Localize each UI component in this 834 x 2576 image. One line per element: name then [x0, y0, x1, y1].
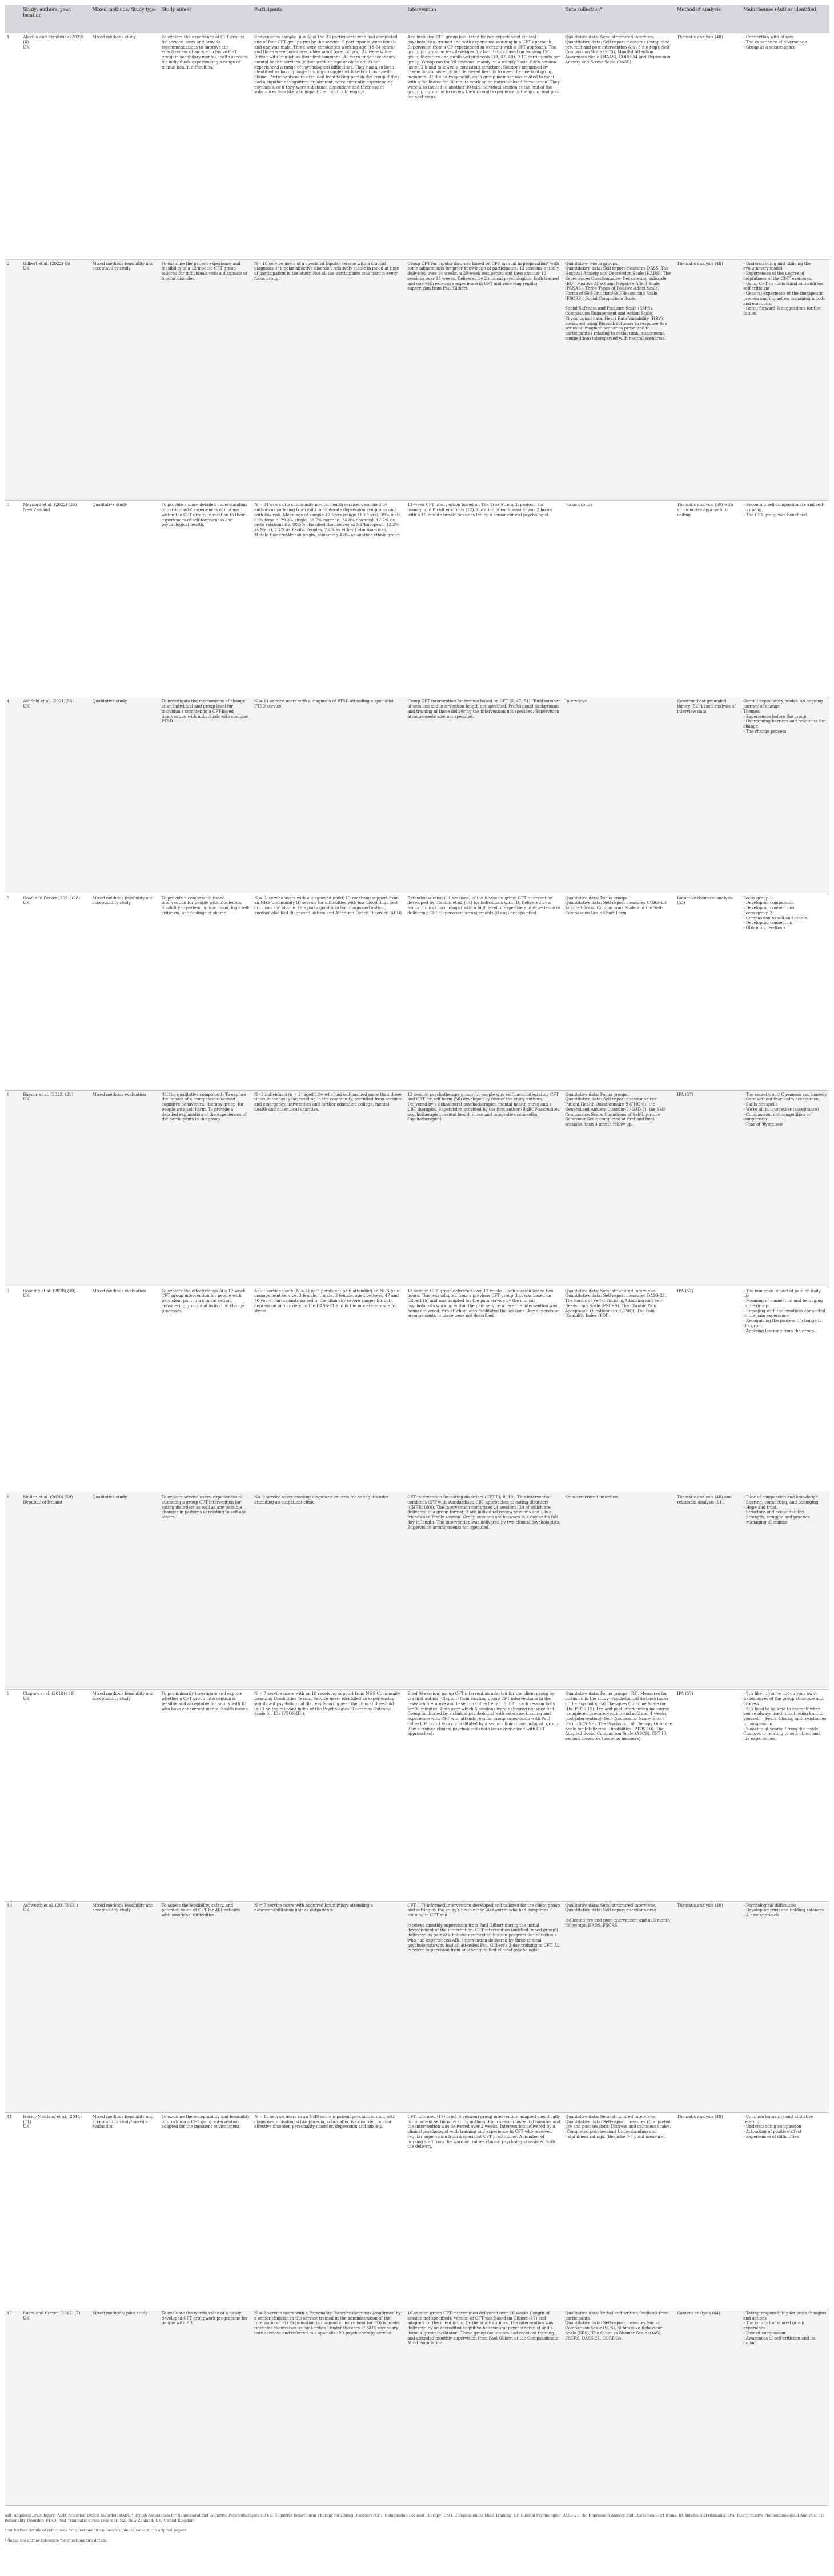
cell-participants: N = 6, service users with a diagnosed (mild) ID receiving support from an NHS Community ID service for difficulties with low mood, high self-criticism and shame. One participant also had diagnosed autism, another also had diagnosed autism and Attention-Deficit Disorder (ADD).: [252, 894, 405, 1090]
cell-participants: N = 13 service users in an NHS acute inpatient psychiatric unit, with diagnoses including schizophrenia, schizoaffective disorder, bipolar affective disorder, personality disorder, depression and anxiety.: [252, 2112, 405, 2309]
cell-method: Thematic analysis (48) and relational analysis (61).: [675, 1493, 741, 1690]
cell-participants: N = 7 service users with acquired brain injury attending a neurorehabilitation unit as outpatients.: [252, 1901, 405, 2112]
cell-study: Maynard et al. (2022) (35) New Zealand: [21, 501, 90, 697]
cell-aims: To provide a compassion based intervention for people with intellectual disability experiencing low mood, high self-criticism, and feelings of shame: [159, 894, 252, 1090]
cell-design: Mixed methods feasibility and acceptability study/ service evaluation: [90, 2112, 159, 2309]
table-row: [5, 1690, 829, 1901]
cell-method: Thematic analysis (50) with an inductive approach to coding: [675, 501, 741, 697]
cell-method: Thematic analysis (48): [675, 1901, 741, 2112]
cell-number: 5: [5, 894, 21, 1090]
cell-themes: - Connection with others - The experience of diverse age - Group as a secure space: [741, 33, 829, 259]
cell-themes: - The secret's out! Openness and honesty - Care without fear: calm acceptance; - Skills not spells - We're all in it together (acceptance) - Compassion, not competition or comparison - Fear of 'flying solo': [741, 1090, 829, 1287]
header-design: Mixed methods/ Study type: [90, 5, 159, 33]
cell-study: Gooding et al. (2020) (30) UK: [21, 1287, 90, 1493]
cell-number: 7: [5, 1287, 21, 1493]
cell-intervention: Brief (6-session) group CFT intervention adapted for the client group by the first author (Clapton) from existing group CFT interventions in the research literature and based on Gilbert et al. (5, 62). Each session lasts for 90 minutes. Time over which 6 sessions were delivered not specified. Group facilitated by a clinical psychologist with extensive training and experience with CFT who attends regular group supervision with Paul Gilbert. Group 1 was co-facilitated by a senior clinical psychologist, group 2 by a trainee clinical psychologist (both less experienced with CFT approaches).: [405, 1690, 563, 1901]
cell-study: Raynor et al. (2022) (29) UK: [21, 1090, 90, 1287]
table-row: [5, 894, 829, 1090]
cell-data-collection: Qualitative- Focus groups. Quantitative data: Self-report measures DASS, The Hospital Anxiety and Depression Scale (HADS), The Experiences Questionnaire- Decentering subscale (EQ), Positive Affect and Negative Affect Scale (PANAS), Three Types of Positive Affect Scale, Forms of Self-Criticism/Self-Reassuring Scale (FSCRS), Social Comparison Scale, Social Safeness and Pleasure Scale (SSPS), Compassion Engagement and Action Scale. Physiological data: Heart Rate Variability (HRV), measured using Biopack software in response to a series of imagined scenarios presented to participants ( relating to social rank, attachment, competition) interspersed with neutral scenarios.: [563, 259, 675, 501]
cell-number: 8: [5, 1493, 21, 1690]
cell-method: Thematic analysis (48): [675, 2112, 741, 2309]
cell-data-collection: Qualitative data: Focus groups. Quantitative data: Self-report questionnaires: Patient Health Questionnaire-9 (PHQ-9), the Generalised Anxiety Disorder-7 (GAD-7), the Self-Compassion Scale, Cognitions of Self-Injurious Behaviour Scale completed at first and final sessions, then 3 month follow up.: [563, 1090, 675, 1287]
cell-participants: Adult service users (N = 4) with persistent pain attending an NHS pain management service. 3 female, 1 male, 3 female, aged between 47 and 76 years. Participants scored in the clinically severe ranges for both depression and anxiety on the DASS-21 and in the moderate range for stress.: [252, 1287, 405, 1493]
cell-number: 11: [5, 2112, 21, 2309]
cell-intervention: 16-session group CFT intervention delivered over 16 weeks (length of session not specified). Version of CFT was based on Gilbert (17) and adapted for the client group by the study authors. The intervention was delivered by an accredited cognitive-behavioural psychotherapist and a 'band 4 group facilitator'. These group facilitators had received training and attended monthly supervision from Paul Gilbert at the Compassionate Mind Foundation.: [405, 2309, 563, 2505]
cell-method: Thematic analysis (48): [675, 33, 741, 259]
cell-design: Mixed methods study: [90, 33, 159, 259]
cell-data-collection: Qualitative data: Focus groups. Quantitative data: Self-report measures CORE-LD, Adapted Social Comparisons Scale and the Self-Compassion Scale-Short Form: [563, 894, 675, 1090]
table-row: [5, 1493, 829, 1690]
header-themes: Main themes (Author identified): [741, 5, 829, 33]
header-number: [5, 5, 21, 33]
cell-themes: - Psychological difficulties - Developing trust and fielding safeness - A new approach: [741, 1901, 829, 2112]
cell-aims: To assess the feasibility, safety, and potential value of CFT for ABI patients with emotional difficulties.: [159, 1901, 252, 2112]
cell-study: Gilbert et al. (2022) (5) UK: [21, 259, 90, 501]
cell-themes: - Becoming self-compassionate and self-forgiving. - The CFT group was beneficial.: [741, 501, 829, 697]
cell-design: Mixed methods feasibility and acceptability study: [90, 1901, 159, 2112]
cell-method: Thematic analysis (48): [675, 259, 741, 501]
cell-participants: N = 8 service users with a Personality Disorder diagnosis (confirmed by a senior clinician in the service trained in the administration of the International PD Examination (a diagnostic instrument for PD) who also regarded themselves as 'self-critical' under the care of NHS secondary care services and referred to a specialist PD psychotherapy service.: [252, 2309, 405, 2505]
cell-study: Ashworth et al. (2015) (31) UK: [21, 1901, 90, 2112]
cell-intervention: CFT (17)-informed intervention developed and tailored for the client group and setting by the study's first author (Ashworth) who had completed training in CFT and received monthly supervision from Paul Gilbert during the initial development of the intervention. CFT intervention (entitled 'mood group') delivered as part of a holistic neurorehabilitation program for individuals who had experienced ABI. Intervention delivered by three clinical psychologists who had all attended Paul Gilbert's 3-day training in CFT. All received supervision from another qualified clinical psychologist.: [405, 1901, 563, 2112]
cell-number: 2: [5, 259, 21, 501]
cell-aims: To explore the effectiveness of a 12-week CFT group intervention for people with persistent pain in a clinical setting considering group and individual change processes.: [159, 1287, 252, 1493]
cell-data-collection: Qualitative data: Semi-structured interviews. Quantitative data: Self-report questionnaires (collected pre and post-intervention and at 3 month follow-up): HADS, FSCRS.: [563, 1901, 675, 2112]
cell-data-collection: Qualitative data: Semi-structured interviews. Quantitative data: Self-report measures DASS-21, The Forms of Self-Criticising/Attacking and Self-Reassuring Scale (FSCRS), The Chronic Pain Acceptance Questionnaire (CPAQ), The Pain Disability Index (PDI).: [563, 1287, 675, 1493]
cell-data-collection: Focus groups: [563, 501, 675, 697]
cell-method: IPA (57): [675, 1090, 741, 1287]
cell-participants: N=3 individuals (n = 3) aged 18+ who had self-harmed more than three times in the last year, residing in the community, recruited from accident and emergency, universities and further education college, mental health and other local charities.: [252, 1090, 405, 1287]
table-footnotes: [5, 2508, 829, 2548]
cell-design: Mixed methods feasibility and acceptability study: [90, 894, 159, 1090]
cell-aims: To evaluate the worth/ value of a newly developed CFT groupwork programme for people with PD.: [159, 2309, 252, 2505]
cell-study: Heriot-Maitland et al. (2014) (11) UK: [21, 2112, 90, 2309]
cell-method: Inductive thematic analysis (53): [675, 894, 741, 1090]
cell-study: Ashfield et al. (2021)(36) UK: [21, 697, 90, 894]
header-method: Method of analysis: [675, 5, 741, 33]
table-row: [5, 1287, 829, 1493]
cell-data-collection: Qualitative data: Semi-structured interviews. Quantitative data: Self-report measures (Completed pre and post session): Distress and calmness scales, (Completed post-session) Understanding and helpfulness ratings. (Bespoke 0-6 point measure).: [563, 2112, 675, 2309]
cell-intervention: CFT informed (17) brief (4 session) group intervention adapted specifically for inpatient settings by study authors. Each session lasted 60 minutes and the intervention was delivered over 2 weeks. Intervention delivered by a clinical psychologist with training and experience in CFT who received regular supervision from a specialist CFT practitioner. A number of nursing staff from the ward or trainee clinical psychologist assisted with the delivery.: [405, 2112, 563, 2309]
cell-design: Qualitative study: [90, 697, 159, 894]
table-header-row: [5, 5, 829, 33]
table-body: [5, 33, 829, 2506]
cell-method: IPA (57): [675, 1690, 741, 1901]
cell-themes: Focus group 1: - Developing compassion - Developing connections Focus group 2: - Compassion to self and others - Developing connection - Obtaining feedback: [741, 894, 829, 1090]
header-participants: Participants: [252, 5, 405, 33]
cell-aims: To examine the patient experience and feasibility of a 12 module CFT group tailored for individuals with a diagnosis of bipolar disorder.: [159, 259, 252, 501]
cell-design: Qualitative study: [90, 501, 159, 697]
cell-data-collection: Interviews: [563, 697, 675, 894]
cell-aims: (Of the qualitative component) To explore the impact of a 'compassion-focused cognitive behavioural therapy group' for people with self harm. To provide a detailed explanation of the experiences of the participants in the group.: [159, 1090, 252, 1287]
table-row: [5, 259, 829, 501]
cell-study: Mullen et al. (2020) (59) Republic of Ireland: [21, 1493, 90, 1690]
cell-aims: To examine the acceptability and feasibility of providing a CFT group intervention adapted for the inpatient environment.: [159, 2112, 252, 2309]
footnote-references: *For further details of references for questionnaire measures, please consult the original papers.: [5, 2528, 188, 2533]
header-study: Study: authors, year, location: [21, 5, 90, 33]
cell-study: Clapton et al. (2018) (14) UK: [21, 1690, 90, 1901]
cell-number: 6: [5, 1090, 21, 1287]
table-row: [5, 2112, 829, 2309]
footnote-abbreviations: ABI, Acquired Brain Injury; ADD, Attention Deficit Disorder; BABCP, British Association for Behavioural and Cognitive Psychotherapies CBT-E, Cognitive Behavioural Therapy for Eating Disorders; CFT, Compassion-Focused Therapy; CMT, Compassionate Mind Training; CP, Clinical Psychologist; DASS-21, the Depression Anxiety and Stress Scale- 21 items; ID, Intellectual Disability; IPA, Interpretative Phenomenological Analysis; PD, Personality Disorder; PTSD, Post-Traumatic Stress Disorder; NZ, New Zealand; UK, United Kingdom.: [5, 2513, 825, 2523]
cell-study: Alavilla and Strudwick (2022) (6) UK: [21, 33, 90, 259]
cell-participants: N= 10 service users of a specialist bipolar service with a clinical diagnosis of bipolar affective disorder, relatively stable in mood at time of participation in the study. Not all the participants took part in every focus group.: [252, 259, 405, 501]
cell-themes: Overall explanatory model: An ongoing journey of change Themes: - Experiences before the group - Overcoming barriers and readiness for change - The change process: [741, 697, 829, 894]
cell-data-collection: Qualitative data: Focus groups (FG). Measures for inclusion in the study- Psychological distress index of the Psychological Therapies Outcome Scale for IDs (PTOS-ID). Pre and post intervention measures (completed pre-intervention and at 2 and 4 weeks post-intervention)- Self-Compassion Scale- Short Form (SCS-SF), The Psychological Therapy Outcome Scale for Intellectual Disabilities (PTOS-ID), The Adapted Social Comparison Scale (ASCS), CFT ID session measures (bespoke measure): [563, 1690, 675, 1901]
table-row: [5, 1901, 829, 2112]
table-row: [5, 1090, 829, 1287]
cell-intervention: CFT intervention for eating disorders (CFT-E); 8, 19). This intervention combines CFT with standardised CBT approaches to eating disorders (CBT-E; (60)). The intervention comprises 24 sessions, 20 of which are delivered in a group format, 3 are individual review sessions and 1 is a friends and family session. Group sessions are between ½ a day and a full day in length. The intervention was delivered by two clinical psychologists. Supervision arrangements not specified.: [405, 1493, 563, 1690]
table-header: [5, 5, 829, 33]
cell-number: 9: [5, 1690, 21, 1901]
cell-participants: N= 9 service users meeting diagnostic criteria for eating disorder attending an outpatient clinic.: [252, 1493, 405, 1690]
cell-themes: - Common humanity and affiliative relating - Understanding compassion - Activating of positive affect - Experiences of difficulties: [741, 2112, 829, 2309]
cell-participants: N = 31 users of a community mental health service, described by authors as suffering from mild to moderate depression symptoms and with low risk. Mean age of sample 42.6 yrs (range 18-63 yrs). 39% male, 61% female. 29.3% single, 31.7% married, 24.8% divorced, 12.2% de facto relationship. 80.5% classified themselves as NZ/European, 12.2% as Maori, 2.4% as Pacific Peoples, 2.4% as either Latin American, Middle-Eastern/African origin, remaining 4.8% as another ethnic group.: [252, 501, 405, 697]
cell-participants: N = 11 service users with a diagnosis of PTSD attending a specialist PTSD service: [252, 697, 405, 894]
header-aims: Study aim(s): [159, 5, 252, 33]
header-data-collection: Data collection*: [563, 5, 675, 33]
cell-participants: N = 7 service users with an ID receiving support from NHS Community Learning Disabilities Teams. Service users identified as experiencing significant psychological distress (scoring over the clinical threshold (≥13 on the relevant index of the Psychological Therapies Outcome Scale for IDs (PTOS-ID)).: [252, 1690, 405, 1901]
cell-number: 10: [5, 1901, 21, 2112]
footnote-author-reference: *Please see author reference for questionnaire details.: [5, 2538, 108, 2543]
cell-intervention: Group CFT for bipolar disorder based on CFT manual in preparation* with some adjustments for prior knowledge of participants. 12 sessions initially delivered over 14 weeks, a 20-week rest period and then another 13 sessions over 13 weeks. Delivered by 2 clinical psychologists, both trained and one with extensive experience in CFT and receiving regular supervision from Paul Gilbert.: [405, 259, 563, 501]
cell-data-collection: Qualitative data: Semi-structured interview. Quantitative data: Self-report measures (completed pre, mid and post intervention & at 3 mo f-up): Self-Compassion Scale (SCS), Mindful Attention Awareness Scale (MAAS), CORE-34 and Depression Anxiety and Stress Scale (DASS): [563, 33, 675, 259]
header-intervention: Intervention: [405, 5, 563, 33]
cell-aims: To preliminarily investigate and explore whether a CFT group intervention is feasible and acceptable for adults with ID who have concurrent mental health issues.: [159, 1690, 252, 1901]
cell-data-collection: Semi-structured interview: [563, 1493, 675, 1690]
table-row: [5, 33, 829, 259]
cell-number: 4: [5, 697, 21, 894]
table-row: [5, 697, 829, 894]
cell-intervention: Extended version (11 sessions) of the 6-session group CFT intervention developed by Clapton et al. (14) for individuals with ID. Delivered by a senior clinical psychologist with a high level of expertise and experience in delivering CFT. Supervision arrangements (if any) not specified.: [405, 894, 563, 1090]
cell-study: Goad and Parker (2021)(28) UK: [21, 894, 90, 1090]
cell-data-collection: Qualitative data: Verbal and written feedback from participants. Quantitative data: Self-report measures Social Comparison Scale (SCS), Submissive Behaviour Scale (SBS), The Other as Shamer Scale (OAS), FSCRS, DASS-21, CORE-34.: [563, 2309, 675, 2505]
cell-method: Constructivist grounded theory (52)-based analysis of interview data: [675, 697, 741, 894]
cell-intervention: 12 session psychotherapy group for people who self harm integrating CFT and CBT for self harm (56) developed by four of the study authors. Delivered by a behavioural psychotherapist, mental health nurse and a CBT therapist. Supervision provided by the first author (BABCP-accredited psychotherapist, mental health nurse and integrative counsellor Psychotherapist).: [405, 1090, 563, 1287]
cell-themes: - The immense impact of pain on daily life - Meaning of connection and belonging in the group - Engaging with the emotions connected to the pain experience - Recognising the process of change in the group - Applying learning from the group.: [741, 1287, 829, 1493]
cell-aims: To provide a more detailed understanding of participants' experiences of change within the CFT group, in relation to their experiences of self-forgiveness and psychological health.: [159, 501, 252, 697]
cell-themes: - 'It's like ... you're not on your own': Experiences of the group structure and process - 'It's hard to be kind to yourself when you've always used to not being kind to yourself' – Fears, blocks, and resistances to compassion. - 'Looking at yourself from the inside': Changes in relating to self, other, and life experiences.: [741, 1690, 829, 1901]
cell-participants: Convenience sample (n = 6) of the 23 participants who had completed one of four CFT groups run by the service. 5 participants were female and one was male. Three were considered working age (18-64 years) and three were considered older adult (over 65 yrs). All were white British with English as their first language. All were under secondary mental health services (either working age or older adult) and experienced a range of psychological difficulties. They had also been identified as having long-standing struggles with self-criticism/self-blame. Participants were excluded from taking part in the group if they had a significant cognitive impairment, were currently experiencing psychosis, or if they were substance-dependent and their use of substances was likely to impact their ability to engage.: [252, 33, 405, 259]
cell-aims: To investigate the mechanisms of change at an individual and group level for individuals completing a CFT-based intervention with individuals with complex PTSD: [159, 697, 252, 894]
cell-design: Mixed methods evaluation: [90, 1090, 159, 1287]
table-row: [5, 2309, 829, 2505]
cell-intervention: Age-inclusive CFT group facilitated by two experienced clinical psychologists, trained and with experience working in a CFT approach. Supervision from a CP experienced in working with a CFT approach. The group programme was developed by facilitators based on existing CFT group literature and published protocols (18, 47, 49). 9-10 participants per group. Group ran for 20 sessions, mainly on a weekly basis. Each session lasted 2 h and followed a consistent structure. Sessions organised by theme for consistency but delivered flexibly to meet the needs of group members. At the halfway point, each group member was invited to meet with a facilitator for 30 min to work on an individualised formulation. They were also invited to another 30-min individual session at the end of the group programme to review their overall experience of the group and plan for next steps.: [405, 33, 563, 259]
cell-intervention: Group CFT intervention for trauma based on CFT (5, 47, 51). Total number of sessions and intervention length not specified. Professional background and training of those delivering the intervention not specified. Supervision arrangements also not specified.: [405, 697, 563, 894]
cell-number: 3: [5, 501, 21, 697]
cell-study: Lucre and Corten (2013) (7) UK: [21, 2309, 90, 2505]
table-row: [5, 501, 829, 697]
cell-aims: To explore service users' experiences of attending a group CFT intervention for eating disorders as well as any possible changes in patterns of relating to self and others.: [159, 1493, 252, 1690]
cell-intervention: 12-week CFT intervention based on The True Strength protocol for managing difficult emotions (12). Duration of each session was 2 hours with a 15-minute break. Sessions led by a senior clinical psychologist.: [405, 501, 563, 697]
cell-aims: To explore the experience of CFT groups for service users and provide recommendations to improve the effectiveness of an age inclusive CFT group in secondary mental health services for individuals experiencing a range of mental health difficulties.: [159, 33, 252, 259]
cell-method: Content analysis (64): [675, 2309, 741, 2505]
cell-design: Mixed methods evaluation: [90, 1287, 159, 1493]
studies-table: [5, 5, 829, 2506]
cell-design: Qualitative study: [90, 1493, 159, 1690]
cell-themes: - Taking responsibility for one's thoughts and actions - The comfort of shared group experience - Fear of compassion - Awareness of self criticism and its impact: [741, 2309, 829, 2505]
cell-design: Mixed methods feasibility and acceptability study: [90, 1690, 159, 1901]
cell-method: IPA (57): [675, 1287, 741, 1493]
cell-intervention: 12 session CFT group delivered over 12 weeks. Each session lasted two hours. This was adapted from a previous CFT group that was based on Gilbert (5) and was adapted for the pain service by the clinical psychologists working within the pain service where the intervention was being delivered, two of whom also facilitated the sessions. Any supervision arrangements in place were not described.: [405, 1287, 563, 1493]
cell-themes: - Understanding and utilising the evolutionary model - Experiences of the degree of helpfulness of the CMT exercises. - Using CFT to understand and address self-criticism - General experience of the therapeutic process and impact on managing moods and emotions; - Going forward & suggestions for the future.: [741, 259, 829, 501]
cell-number: 12: [5, 2309, 21, 2505]
cell-design: Mixed methods/ pilot study: [90, 2309, 159, 2505]
cell-number: 1: [5, 33, 21, 259]
cell-design: Mixed methods feasibility and acceptability study: [90, 259, 159, 501]
cell-themes: - Flow of compassion and knowledge - Sharing, connecting, and belonging - Hope and trust - Structure and accountability - Strength, struggle and practice - Managing dilemmas: [741, 1493, 829, 1690]
